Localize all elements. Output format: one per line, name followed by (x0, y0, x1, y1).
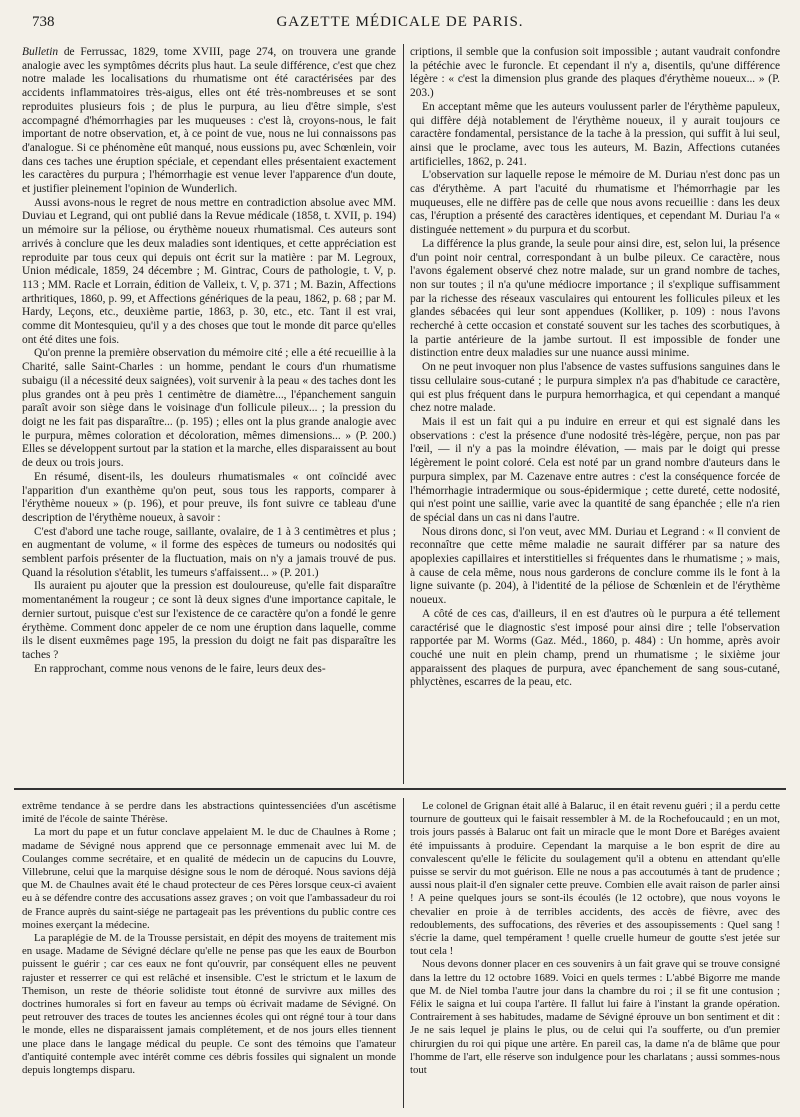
paragraph (410, 238, 780, 361)
paragraph-text: En rapprochant, comme nous venons de le faire, leurs deux des- (34, 662, 326, 675)
column-divider (403, 44, 404, 784)
paragraph-text: Le colonel de Grignan était allé à Balaruc, il en était revenu guéri ; il a perdu cette tournure de goutteux qui le faisait ressembler à M. de la Rochefoucauld ; en un mot, trois jours passés à Balaruc ont fait un miracle que le mont Dore et Baréges avaient été impuissants à produire. Cependant la marquise a le bon esprit de dire au convalescent qu'elle le félicite du soulagement qu'il a obtenu en attendant qu'elle puisse se servir du mot guérison. Elle ne nous a pas accoutumés à tant de prudence ; aussi nous plait-il d'en signaler cette preuve. Combien elle avait raison de parler ainsi ! A peine quelques jours se sont-ils écoulés (le 12 octobre), que nous voyons le chevalier en proie à de terribles accidents, des accès de fièvre, avec des redoublements, des suffocations, des rêveries et des assoupissements : Quel sang ! s'écrie la dame, quel tempérament ! quelle cruelle humeur de goutte s'est jetée sur tout cela ! (410, 800, 780, 958)
article-column-right (410, 46, 780, 690)
paragraph-text: A côté de ces cas, d'ailleurs, il en est d'autres où le purpura a été tellement caractérisé que le diagnostic s'est imposé pour ainsi dire ; telle l'observation rapportée par M. Worms (Gaz. Méd., 1860, p. 484) : Un homme, après avoir couché une nuit en plein champ, prend un rhumatisme ; le sixième jour apparaissent des plaques de purpura, avec épanchement de sang sous-cutané, phlyctènes, escarres de la peau, etc. (410, 607, 780, 689)
feuilleton-column-divider (403, 798, 404, 1108)
paragraph (410, 101, 780, 170)
paragraph (22, 46, 396, 197)
paragraph-text: de Ferrussac, 1829, tome XVIII, page 274, on trouvera une grande analogie avec les symptômes décrits plus haut. La seule différence, c'est que chez notre malade les localisations du rhumatisme ont été caractérisées par des accidents inflammatoires très-aigus, elles ont été très-nombreuses et se sont reproduites plusieurs fois ; de plus le purpura, au lieu d'être simple, s'est accompagné d'hémorrhagies par les muqueuses : c'est là, croyons-nous, le fait important de notre observation, et, à ce point de vue, nous ne lui connaissons pas d'analogue. Si ce phénomène eût manqué, nous eussions pu, avec Schœnlein, voir dans ces taches une éruption spéciale, et cependant elles présentaient exactement les caractères du purpura ; l'hémorrhagie est venue lever l'apparence d'un doute, et justifier pleinement l'opinion de Wunderlich. (22, 46, 396, 196)
paragraph (22, 663, 396, 677)
paragraph-text: criptions, il semble que la confusion soit impossible ; autant vaudrait confondre la pétéchie avec le furoncle. Et cependant il n'y a, disentils, qu'une différence légère : « c'est la dimension plus grande des plaques d'érythème noueux... » (P. 203.) (410, 46, 780, 100)
paragraph-text: La différence la plus grande, la seule pour ainsi dire, est, selon lui, la présence d'un point noir central, correspondant à un bulbe pileux. Ce caractère, nous l'avons également observé chez notre malade, sur un grand nombre de taches, non sur toutes ; il n'a qu'une médiocre importance ; il s'explique suffisamment par la richesse des réseaux vasculaires qui entourent les follicules pileux et les glandes sébacées qui leur sont appendues (Kolliker, p. 109) : nous l'avons recherché à cette occasion et constaté souvent sur les taches des scorbutiques, à la partie antérieure de la jambe surtout. Il est impossible de fonder une distinction entre deux maladies sur une nuance aussi minime. (410, 237, 780, 360)
paragraph (410, 169, 780, 238)
paragraph (22, 580, 396, 662)
paragraph (410, 416, 780, 526)
paragraph-text: Nous dirons donc, si l'on veut, avec MM. Duriau et Legrand : « Il convient de reconnaître que cette même maladie ne saurait différer par sa nature des apoplexies capillaires et interstitielles si fréquentes dans le rhumatisme ; » mais, à cause de cela même, nous nous garderons de conclure comme ils le font à la ligne suivante (p. 204), à l'identité de la péliose de Schœnlein et de l'érythème noueux. (410, 525, 780, 607)
paragraph-text: Mais il est un fait qui a pu induire en erreur et qui est signalé dans les observations : c'est la présence d'une nodosité très-légère, perçue, non pas par l'œil, — il n'y a pas la moindre élévation, — mais par le doigt qui presse légèrement le point coloré. Cela est noté par un grand nombre d'auteurs dans le purpura simplex, par M. Cazenave entre autres : c'est la conséquence forcée de l'hémorrhagie intradermique ou sous-épidermique ; cette dureté, cette nodosité, qui n'est point une saillie, varie avec la quantité de sang épanchée ; elle n'a rien de spécial dans un cas ni dans l'autre. (410, 415, 780, 524)
feuilleton-column-left (22, 800, 396, 1077)
paragraph-text: En résumé, disent-ils, les douleurs rhumatismales « ont coïncidé avec l'apparition d'un exanthème qu'on peut, sous tous les rapports, comparer à l'érythème noueux » (p. 196), et pour preuve, ils font suivre ce tableau d'une description de l'érythème noueux, à savoir : (22, 470, 396, 524)
paragraph-text: extrême tendance à se perdre dans les abstractions quintessenciées d'un ascétisme imité de l'école de sainte Thérèse. (22, 800, 396, 826)
paragraph-text: Ils auraient pu ajouter que la pression est douloureuse, qu'elle fait disparaître momentanément la rougeur ; ce sont là deux signes d'une importance capitale, le dernier surtout, puisque c'est sur l'existence de ce caractère qu'on a fondé le genre érythème. Comment donc appeler de ce nom une éruption dans laquelle, comme ils le disent euxmêmes page 195, la pression du doigt ne fait pas disparaître les taches ? (22, 580, 396, 661)
page-header (0, 0, 800, 36)
paragraph (410, 46, 780, 101)
page-number: 738 (32, 14, 55, 30)
paragraph-text: En acceptant même que les auteurs voulussent parler de l'érythème papuleux, qui diffère déjà notablement de l'érythème noueux, il y aurait toujours ce caractère fondamental, persistance de la tache à la pression, qui suffit à lui seul, ainsi que le proclame, avec tous les auteurs, M. Bazin, Affections cutanées artificielles, 1862, p. 241. (410, 100, 780, 168)
paragraph (410, 608, 780, 690)
paragraph (22, 471, 396, 526)
paragraph-text: C'est d'abord une tache rouge, saillante, ovalaire, de 1 à 3 centimètres et plus ; en augmentant de volume, « il forme des espèces de tumeurs ou nodosités qui semblent parfois présenter de la fluctuation, mais on n'y a jamais trouvé de pus. Quand la résolution s'établit, les tumeurs s'affaissent... » (P. 201.) (22, 525, 396, 579)
paragraph (22, 526, 396, 581)
paragraph-text: La paraplégie de M. de la Trousse persistait, en dépit des moyens de traitement mis en usage. Madame de Sévigné déclare qu'elle ne pense pas que les eaux de Bourbon puissent le guérir ; car ces eaux ne font qu'ouvrir, par conséquent elles ne peuvent rajuster et resserrer ce qui est relâché et insensible. C'est le strictum et le laxum de Themison, un reste de théorie solidiste tout étonné de survivre aux milles des doctrines humorales si fort en faveur au temps où écrivait madame de Sévigné. On peut retrouver des traces de toutes les anciennes écoles qui ont régné tour à tour dans le monde, elles ne disparaissent jamais complétement, et de nos jours elles tiennent une place dans le langage médical du peuple. Ce sont des témoins que l'amateur d'antiquité contemple avec intérêt comme ces débris fossiles qui signalent un monde depuis longtemps disparu. (22, 932, 396, 1077)
paragraph-text: La mort du pape et un futur conclave appelaient M. le duc de Chaulnes à Rome ; madame de Sévigné nous apprend que ce personnage emmenait avec lui M. de Coulanges comme secrétaire, et en qualité de médecin un de capucins du Louvre, Villebrune, celui que la marquise désigne sous le nom de déroqué. Nous savions déjà que M. de Chaulnes avait été le chaud protecteur de ces Pères lorsque ceux-ci avaient eu à se défendre contre des accusations assez graves ; on voit que l'ambassadeur du roi de France auprès du saint-siége ne partageait pas les préventions du public contre ces moines exerçant la médecine. (22, 826, 397, 931)
paragraph (410, 361, 780, 416)
paragraph (410, 800, 780, 958)
article-column-left (22, 46, 396, 676)
paragraph-text: Nous devons donner placer en ces souvenirs à un fait grave qui se trouve consigné dans la lettre du 12 octobre 1689. Voici en quels termes : L'abbé Bigorre me mande que M. de Niel tomba l'autre jour dans la chambre du roi ; il se fit une contusion ; Félix le saigna et lui coupa l'artère. Il fallut lui faire à l'instant la grande opération. Contrairement à ses habitudes, madame de Sévigné éprouve un bon sentiment et dit : Je ne sais lequel je plains le plus, ou de celui qui l'a soufferte, ou d'un premier chirurgien du roi qui pique une artère. En pareil cas, la dame n'a de blâme que pour l'homme de l'art, elle réserve son indulgence pour les charlatans ; aussi sommes-nous tout (410, 958, 780, 1077)
paragraph (22, 826, 396, 932)
paragraph (22, 197, 396, 348)
paragraph-text: Aussi avons-nous le regret de nous mettre en contradiction absolue avec MM. Duviau et Legrand, qui ont publié dans la Revue médicale (1858, t. XVII, p. 194) un mémoire sur la péliose, ou érythème noueux rhumatismal. Ces auteurs sont arrivés à conclure que les deux maladies sont identiques, et cette appréciation est reproduite par tous ceux qui depuis ont écrit sur la matière : par M. Legroux, Union médicale, 1859, 24 décembre ; M. Gintrac, Cours de pathologie, t. V, p. 113 ; MM. Racle et Lorrain, édition de Valleix, t. V, p. 371 ; M. Bazin, Affections arthritiques, 1860, p. 99, et Affections génériques de la peau, 1862, p. 68 ; par M. Hardy, Leçons, etc., deuxième partie, 1863, p. 30, etc., etc. Tant il est vrai, comme dit Montesquieu, qu'il y a des choses que tout le monde dit parce qu'elles ont été dites une fois. (22, 196, 396, 346)
paragraph-text: L'observation sur laquelle repose le mémoire de M. Duriau n'est donc pas un cas d'érythème. A part l'acuité du rhumatisme et l'hémorrhagie par les muqueuses, elle ne diffère pas de celle que nous avons recueillie : dans les deux cas, l'éruption a présenté des caractères identiques, et cependant M. Duriau l'a « distinguée nettement » du purpura et du scorbut. (410, 169, 780, 237)
paragraph-text: On ne peut invoquer non plus l'absence de vastes suffusions sanguines dans le tissu cellulaire sous-cutané ; le purpura simplex n'a pas d'habitude ce caractère, qui est plus fréquent dans le purpura hemorrhagica, et qui cependant a manqué chez notre malade. (410, 361, 780, 415)
paragraph (22, 932, 396, 1077)
paragraph-text: Qu'on prenne la première observation du mémoire cité ; elle a été recueillie à la Charité, salle Saint-Charles : un homme, pendant le cours d'un rhumatisme subaigu (il a nécessité deux saignées), voit survenir à la peau « des taches dont les plus grandes ont à peu près 1 centimètre de diamètre..., l'épanchement sanguin paraît avoir son siège dans le voisinage d'un follicule pileux... ; la pression du doigt ne les fait pas disparaître... (p. 195) ; elles ont la plus grande analogie avec le purpura, mêmes coloration et décoloration, mêmes dimensions... » (P. 200.) Elles se développent surtout par la station et la marche, elles disparaissent au bout de deux ou trois jours. (22, 347, 396, 470)
paragraph (410, 526, 780, 608)
paragraph (22, 800, 396, 826)
paragraph (22, 347, 396, 470)
paragraph (410, 958, 780, 1077)
feuilleton-rule (14, 788, 786, 790)
feuilleton-column-right (410, 800, 780, 1077)
running-title: GAZETTE MÉDICALE DE PARIS. (276, 14, 524, 30)
italic-lead: Bulletin (22, 46, 59, 58)
